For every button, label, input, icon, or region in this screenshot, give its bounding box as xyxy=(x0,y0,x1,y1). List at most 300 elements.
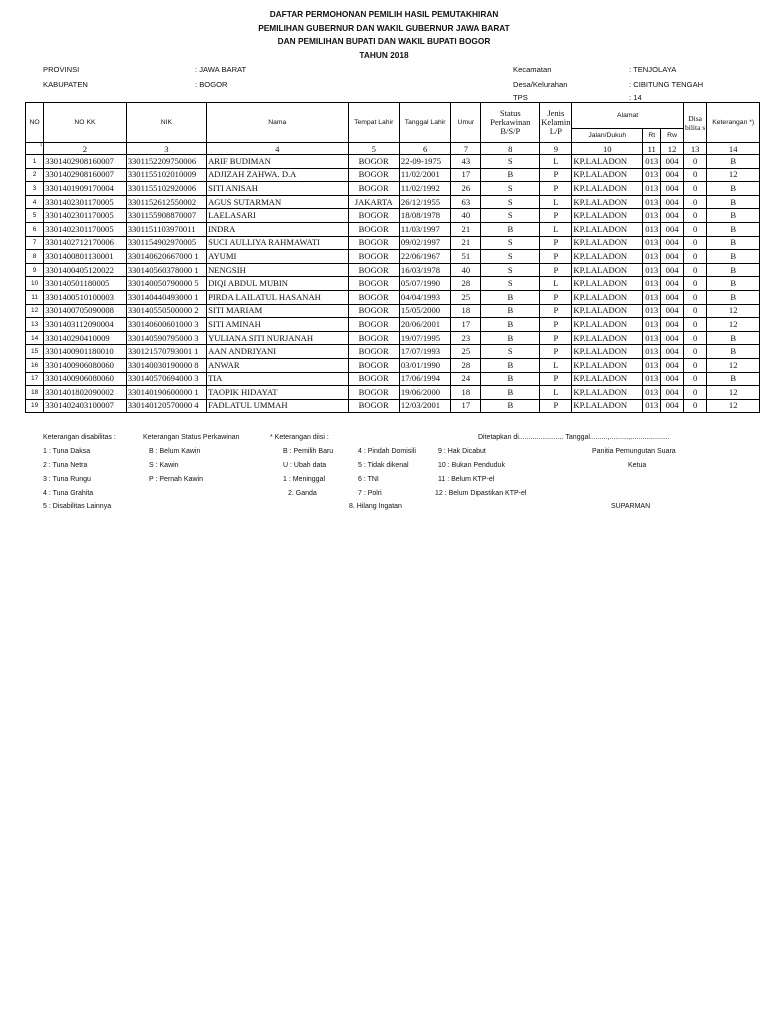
cell-rt: 013 xyxy=(643,277,661,291)
cell-status-perkawinan: S xyxy=(481,195,540,209)
cell-rw: 004 xyxy=(661,209,684,223)
cell-jenis-kelamin: P xyxy=(540,290,572,304)
cell-tanggal-lahir: 19/07/1995 xyxy=(399,331,450,345)
kabupaten-label: KABUPATEN xyxy=(43,80,88,89)
header-rt: Rt xyxy=(643,129,661,143)
cell-tanggal-lahir: 22/06/1967 xyxy=(399,250,450,264)
cell-tempat-lahir: BOGOR xyxy=(348,372,399,386)
cell-nik: 3301152612550002 xyxy=(126,195,206,209)
cell-no-kk: 330140501180005 xyxy=(44,277,127,291)
cell-rw: 004 xyxy=(661,345,684,359)
cell-keterangan: 12 xyxy=(707,399,760,413)
cell-keterangan: B xyxy=(707,345,760,359)
title-line-2: PEMILIHAN GUBERNUR DAN WAKIL GUBERNUR JAWA BARAT xyxy=(258,22,510,33)
cell-jenis-kelamin: L xyxy=(540,358,572,372)
cell-status-perkawinan: S xyxy=(481,155,540,169)
cell-status-perkawinan: B xyxy=(481,290,540,304)
legend-k-7: 7 : Polri xyxy=(358,490,382,497)
cell-nik: 330140030190000 8 xyxy=(126,358,206,372)
header-tanggal-lahir: Tanggal Lahir xyxy=(399,103,450,143)
column-number: 6 xyxy=(399,143,450,155)
cell-nama: TIA xyxy=(207,372,348,386)
cell-jalan: KP.LALADON xyxy=(572,277,643,291)
cell-rt: 013 xyxy=(643,290,661,304)
table-row xyxy=(26,318,760,332)
cell-row-no: 3 xyxy=(26,182,44,196)
cell-disabilitas: 0 xyxy=(683,386,707,400)
cell-jenis-kelamin: P xyxy=(540,318,572,332)
cell-jalan: KP.LALADON xyxy=(572,236,643,250)
cell-no-kk: 3301400510100003 xyxy=(44,290,127,304)
cell-keterangan: 12 xyxy=(707,358,760,372)
cell-keterangan: B xyxy=(707,263,760,277)
cell-keterangan: B xyxy=(707,331,760,345)
cell-row-no: 11 xyxy=(26,290,44,304)
cell-rt: 013 xyxy=(643,358,661,372)
cell-tempat-lahir: BOGOR xyxy=(348,358,399,372)
cell-jenis-kelamin: P xyxy=(540,304,572,318)
cell-umur: 24 xyxy=(451,372,481,386)
cell-nama: AAN ANDRIYANI xyxy=(207,345,348,359)
cell-rw: 004 xyxy=(661,318,684,332)
cell-row-no: 15 xyxy=(26,345,44,359)
cell-nik: 330140440493000 1 xyxy=(126,290,206,304)
cell-row-no: 17 xyxy=(26,372,44,386)
column-number: 10 xyxy=(572,143,643,155)
cell-tanggal-lahir: 16/03/1978 xyxy=(399,263,450,277)
cell-rt: 013 xyxy=(643,386,661,400)
column-number-row xyxy=(26,143,760,155)
cell-nama: ARIF BUDIMAN xyxy=(207,155,348,169)
cell-umur: 21 xyxy=(451,222,481,236)
cell-jenis-kelamin: L xyxy=(540,277,572,291)
cell-umur: 18 xyxy=(451,304,481,318)
legend-k-10: 10 : Bukan Penduduk xyxy=(438,462,505,469)
cell-tempat-lahir: BOGOR xyxy=(348,386,399,400)
cell-disabilitas: 0 xyxy=(683,318,707,332)
cell-keterangan: B xyxy=(707,372,760,386)
ditetapkan-line: Ditetapkan di....................... Tanggal.........,..........,.................... xyxy=(478,434,670,441)
cell-rt: 013 xyxy=(643,399,661,413)
cell-rw: 004 xyxy=(661,236,684,250)
cell-rw: 004 xyxy=(661,168,684,182)
cell-keterangan: 12 xyxy=(707,318,760,332)
cell-nik: 330140600601000 3 xyxy=(126,318,206,332)
cell-row-no: 1 xyxy=(26,155,44,169)
cell-jalan: KP.LALADON xyxy=(572,358,643,372)
cell-nama: INDRA xyxy=(207,222,348,236)
table-row xyxy=(26,263,760,277)
cell-rt: 013 xyxy=(643,155,661,169)
legend-k-u: U : Ubah data xyxy=(283,462,327,469)
cell-row-no: 5 xyxy=(26,209,44,223)
cell-nama: AGUS SUTARMAN xyxy=(207,195,348,209)
cell-status-perkawinan: S xyxy=(481,277,540,291)
column-number: 7 xyxy=(451,143,481,155)
cell-jenis-kelamin: P xyxy=(540,168,572,182)
cell-keterangan: B xyxy=(707,250,760,264)
panitia-label: Panitia Pemungutan Suara xyxy=(592,448,676,455)
legend-status-title: Keterangan Status Perkawinan xyxy=(143,434,240,441)
cell-status-perkawinan: S xyxy=(481,182,540,196)
cell-jenis-kelamin: P xyxy=(540,209,572,223)
cell-rw: 004 xyxy=(661,372,684,386)
cell-umur: 25 xyxy=(451,345,481,359)
header-no: NO xyxy=(26,103,44,143)
cell-rt: 013 xyxy=(643,372,661,386)
cell-nik: 3301154902970005 xyxy=(126,236,206,250)
cell-no-kk: 3301400801130001 xyxy=(44,250,127,264)
cell-rw: 004 xyxy=(661,277,684,291)
cell-status-perkawinan: S xyxy=(481,345,540,359)
cell-keterangan: B xyxy=(707,195,760,209)
cell-tanggal-lahir: 11/02/2001 xyxy=(399,168,450,182)
cell-jalan: KP.LALADON xyxy=(572,195,643,209)
legend-k-b: B : Pemilih Baru xyxy=(283,448,334,455)
cell-umur: 25 xyxy=(451,290,481,304)
cell-rw: 004 xyxy=(661,399,684,413)
cell-nama: NENGSIH xyxy=(207,263,348,277)
cell-jenis-kelamin: P xyxy=(540,372,572,386)
cell-disabilitas: 0 xyxy=(683,331,707,345)
column-number: 9 xyxy=(540,143,572,155)
cell-jalan: KP.LALADON xyxy=(572,399,643,413)
column-number: 4 xyxy=(207,143,348,155)
cell-nama: ADJIZAH ZAHWA. D.A xyxy=(207,168,348,182)
cell-keterangan: 12 xyxy=(707,168,760,182)
cell-row-no: 8 xyxy=(26,250,44,264)
cell-rt: 013 xyxy=(643,318,661,332)
cell-rt: 013 xyxy=(643,222,661,236)
cell-tempat-lahir: BOGOR xyxy=(348,263,399,277)
table-row xyxy=(26,209,760,223)
cell-rt: 013 xyxy=(643,263,661,277)
cell-disabilitas: 0 xyxy=(683,168,707,182)
cell-rw: 004 xyxy=(661,331,684,345)
cell-jalan: KP.LALADON xyxy=(572,263,643,277)
cell-nama: SITI AMINAH xyxy=(207,318,348,332)
table-row xyxy=(26,155,760,169)
desa-value: : CIBITUNG TENGAH xyxy=(629,80,704,89)
cell-no-kk: 3301400705090008 xyxy=(44,304,127,318)
cell-nama: TAOPIK HIDAYAT xyxy=(207,386,348,400)
cell-umur: 23 xyxy=(451,331,481,345)
cell-nama: YULIANA SITI NURJANAH xyxy=(207,331,348,345)
legend-ket-title: * Keterangan diisi : xyxy=(270,434,329,441)
cell-nik: 330140560378000 1 xyxy=(126,263,206,277)
header-jenis-kelamin: Jenis Kelamin L/P xyxy=(540,103,572,143)
header-alamat: Alamat xyxy=(572,103,683,129)
ketua-label: Ketua xyxy=(628,462,647,469)
cell-rt: 013 xyxy=(643,236,661,250)
cell-jalan: KP.LALADON xyxy=(572,168,643,182)
desa-label: Desa/Kelurahan xyxy=(513,80,568,89)
header-umur: Umur xyxy=(451,103,481,143)
table-row xyxy=(26,386,760,400)
cell-jenis-kelamin: L xyxy=(540,195,572,209)
legend-d4: 4 : Tuna Grahita xyxy=(43,490,94,497)
cell-tanggal-lahir: 17/07/1993 xyxy=(399,345,450,359)
cell-no-kk: 3301402301170005 xyxy=(44,209,127,223)
cell-status-perkawinan: S xyxy=(481,209,540,223)
table-row xyxy=(26,290,760,304)
cell-rw: 004 xyxy=(661,263,684,277)
cell-jalan: KP.LALADON xyxy=(572,155,643,169)
table-row xyxy=(26,182,760,196)
cell-row-no: 6 xyxy=(26,222,44,236)
cell-status-perkawinan: B xyxy=(481,222,540,236)
cell-status-perkawinan: B xyxy=(481,399,540,413)
cell-nama: PIRDA LAILATUL HASANAH xyxy=(207,290,348,304)
cell-rw: 004 xyxy=(661,250,684,264)
table-row xyxy=(26,222,760,236)
cell-keterangan: B xyxy=(707,209,760,223)
cell-disabilitas: 0 xyxy=(683,182,707,196)
cell-tanggal-lahir: 05/07/1990 xyxy=(399,277,450,291)
cell-jenis-kelamin: P xyxy=(540,236,572,250)
cell-row-no: 12 xyxy=(26,304,44,318)
legend-d5: 5 : Disabilitas Lainnya xyxy=(43,503,112,510)
cell-disabilitas: 0 xyxy=(683,304,707,318)
cell-nama: AYUMI xyxy=(207,250,348,264)
cell-keterangan: B xyxy=(707,290,760,304)
cell-disabilitas: 0 xyxy=(683,399,707,413)
cell-keterangan: B xyxy=(707,236,760,250)
cell-rt: 013 xyxy=(643,331,661,345)
cell-keterangan: B xyxy=(707,182,760,196)
cell-rw: 004 xyxy=(661,195,684,209)
table-row xyxy=(26,236,760,250)
cell-nik: 3301155908870007 xyxy=(126,209,206,223)
cell-jalan: KP.LALADON xyxy=(572,290,643,304)
cell-tanggal-lahir: 20/06/2001 xyxy=(399,318,450,332)
legend-s3: P : Pernah Kawin xyxy=(149,476,203,483)
cell-jalan: KP.LALADON xyxy=(572,318,643,332)
column-number: 5 xyxy=(348,143,399,155)
cell-disabilitas: 0 xyxy=(683,372,707,386)
table-row xyxy=(26,168,760,182)
cell-no-kk: 3301402301170005 xyxy=(44,195,127,209)
cell-disabilitas: 0 xyxy=(683,222,707,236)
column-number: 1 xyxy=(26,143,44,155)
cell-rt: 013 xyxy=(643,345,661,359)
cell-status-perkawinan: B xyxy=(481,372,540,386)
cell-nama: LAELASARI xyxy=(207,209,348,223)
legend-d1: 1 : Tuna Daksa xyxy=(43,448,91,455)
cell-tempat-lahir: BOGOR xyxy=(348,290,399,304)
cell-jalan: KP.LALADON xyxy=(572,331,643,345)
legend-k-8: 8. Hilang Ingatan xyxy=(349,503,402,510)
cell-tanggal-lahir: 11/03/1997 xyxy=(399,222,450,236)
cell-umur: 18 xyxy=(451,386,481,400)
cell-nik: 3301152209750006 xyxy=(126,155,206,169)
cell-jalan: KP.LALADON xyxy=(572,222,643,236)
cell-jenis-kelamin: P xyxy=(540,331,572,345)
cell-tanggal-lahir: 15/05/2000 xyxy=(399,304,450,318)
cell-tempat-lahir: BOGOR xyxy=(348,399,399,413)
cell-rw: 004 xyxy=(661,358,684,372)
column-number: 3 xyxy=(126,143,206,155)
title-line-1: DAFTAR PERMOHONAN PEMILIH HASIL PEMUTAKHIRAN xyxy=(269,9,499,19)
cell-jenis-kelamin: L xyxy=(540,386,572,400)
cell-no-kk: 3301401802090002 xyxy=(44,386,127,400)
cell-no-kk: 3301400906080060 xyxy=(44,372,127,386)
cell-disabilitas: 0 xyxy=(683,209,707,223)
cell-disabilitas: 0 xyxy=(683,345,707,359)
cell-tanggal-lahir: 12/03/2001 xyxy=(399,399,450,413)
cell-tempat-lahir: BOGOR xyxy=(348,222,399,236)
cell-rt: 013 xyxy=(643,195,661,209)
cell-disabilitas: 0 xyxy=(683,195,707,209)
cell-no-kk: 3301400405120022 xyxy=(44,263,127,277)
cell-no-kk: 3301400906080060 xyxy=(44,358,127,372)
cell-tanggal-lahir: 17/06/1994 xyxy=(399,372,450,386)
table-row xyxy=(26,358,760,372)
voter-table xyxy=(25,102,760,413)
cell-jalan: KP.LALADON xyxy=(572,304,643,318)
provinsi-value: : JAWA BARAT xyxy=(195,65,247,74)
cell-no-kk: 3301403112090004 xyxy=(44,318,127,332)
cell-no-kk: 3301402301170005 xyxy=(44,222,127,236)
legend-k-12: 12 : Belum Dipastikan KTP-el xyxy=(435,490,527,497)
kabupaten-value: : BOGOR xyxy=(195,80,228,89)
cell-tanggal-lahir: 03/01/1990 xyxy=(399,358,450,372)
cell-nik: 3301155102920006 xyxy=(126,182,206,196)
cell-jenis-kelamin: L xyxy=(540,222,572,236)
cell-rt: 013 xyxy=(643,209,661,223)
signatory-name: SUPARMAN xyxy=(611,503,651,510)
cell-tempat-lahir: JAKARTA xyxy=(348,195,399,209)
cell-nik: 330140190600000 1 xyxy=(126,386,206,400)
cell-nama: ANWAR xyxy=(207,358,348,372)
cell-tanggal-lahir: 09/02/1997 xyxy=(399,236,450,250)
cell-rt: 013 xyxy=(643,182,661,196)
cell-umur: 40 xyxy=(451,209,481,223)
header-jalan: Jalan/Dukuh xyxy=(572,129,643,143)
cell-umur: 43 xyxy=(451,155,481,169)
cell-nik: 330140550500000 2 xyxy=(126,304,206,318)
title-line-4: TAHUN 2018 xyxy=(359,49,409,60)
cell-rw: 004 xyxy=(661,222,684,236)
cell-nama: SITI ANISAH xyxy=(207,182,348,196)
header-disabilitas: Disa bilita s xyxy=(683,103,707,143)
cell-umur: 63 xyxy=(451,195,481,209)
cell-disabilitas: 0 xyxy=(683,290,707,304)
cell-nik: 330140050790000 5 xyxy=(126,277,206,291)
cell-nama: FADLATUL UMMAH xyxy=(207,399,348,413)
table-row xyxy=(26,304,760,318)
cell-umur: 28 xyxy=(451,358,481,372)
table-body xyxy=(26,143,760,413)
column-number: 13 xyxy=(683,143,707,155)
cell-disabilitas: 0 xyxy=(683,263,707,277)
cell-row-no: 16 xyxy=(26,358,44,372)
table-row xyxy=(26,195,760,209)
cell-umur: 51 xyxy=(451,250,481,264)
tps-label: TPS xyxy=(513,93,528,102)
legend-k-1: 1 : Meninggal xyxy=(283,476,326,483)
cell-rw: 004 xyxy=(661,386,684,400)
cell-tempat-lahir: BOGOR xyxy=(348,304,399,318)
cell-nik: 330140120570000 4 xyxy=(126,399,206,413)
cell-rt: 013 xyxy=(643,168,661,182)
cell-nik: 330140570694000 3 xyxy=(126,372,206,386)
kecamatan-value: : TENJOLAYA xyxy=(629,65,677,74)
cell-no-kk: 3301402712170006 xyxy=(44,236,127,250)
cell-umur: 17 xyxy=(451,318,481,332)
legend-k-4: 4 : Pindah Domisili xyxy=(358,448,416,455)
cell-disabilitas: 0 xyxy=(683,358,707,372)
cell-tanggal-lahir: 04/04/1993 xyxy=(399,290,450,304)
legend-s1: B : Belum Kawin xyxy=(149,448,201,455)
cell-status-perkawinan: S xyxy=(481,236,540,250)
cell-row-no: 7 xyxy=(26,236,44,250)
cell-rw: 004 xyxy=(661,290,684,304)
provinsi-label: PROVINSI xyxy=(43,65,80,74)
cell-jenis-kelamin: P xyxy=(540,399,572,413)
cell-keterangan: B xyxy=(707,222,760,236)
legend-d2: 2 : Tuna Netra xyxy=(43,462,88,469)
header-nama: Nama xyxy=(207,103,348,143)
cell-jenis-kelamin: P xyxy=(540,182,572,196)
cell-no-kk: 3301402403100007 xyxy=(44,399,127,413)
cell-status-perkawinan: S xyxy=(481,263,540,277)
cell-jenis-kelamin: P xyxy=(540,345,572,359)
legend-s2: S : Kawin xyxy=(149,462,179,469)
column-number: 12 xyxy=(661,143,684,155)
cell-status-perkawinan: B xyxy=(481,318,540,332)
cell-status-perkawinan: B xyxy=(481,304,540,318)
cell-no-kk: 3301402908160007 xyxy=(44,155,127,169)
cell-tanggal-lahir: 19/06/2000 xyxy=(399,386,450,400)
cell-jenis-kelamin: L xyxy=(540,155,572,169)
cell-rw: 004 xyxy=(661,182,684,196)
kecamatan-label: Kecamatan xyxy=(513,65,552,74)
cell-tempat-lahir: BOGOR xyxy=(348,168,399,182)
header-nik: NIK xyxy=(126,103,206,143)
column-number: 8 xyxy=(481,143,540,155)
cell-disabilitas: 0 xyxy=(683,277,707,291)
header-status: Status Perkawinan B/S/P xyxy=(481,103,540,143)
cell-jenis-kelamin: P xyxy=(540,250,572,264)
cell-row-no: 10 xyxy=(26,277,44,291)
header-keterangan: Keterangan *) xyxy=(707,103,760,143)
cell-row-no: 13 xyxy=(26,318,44,332)
cell-tanggal-lahir: 18/08/1978 xyxy=(399,209,450,223)
cell-tempat-lahir: BOGOR xyxy=(348,345,399,359)
header-nokk: NO KK xyxy=(44,103,127,143)
cell-tempat-lahir: BOGOR xyxy=(348,318,399,332)
legend-k-9: 9 : Hak Dicabut xyxy=(438,448,486,455)
table-row xyxy=(26,250,760,264)
cell-tempat-lahir: BOGOR xyxy=(348,209,399,223)
cell-nama: DIQI ABDUL MUBIN xyxy=(207,277,348,291)
cell-keterangan: 12 xyxy=(707,304,760,318)
cell-rw: 004 xyxy=(661,304,684,318)
cell-umur: 28 xyxy=(451,277,481,291)
cell-row-no: 14 xyxy=(26,331,44,345)
cell-row-no: 19 xyxy=(26,399,44,413)
cell-jalan: KP.LALADON xyxy=(572,386,643,400)
cell-keterangan: 12 xyxy=(707,386,760,400)
title-line-3: DAN PEMILIHAN BUPATI DAN WAKIL BUPATI BOGOR xyxy=(277,36,491,47)
cell-umur: 26 xyxy=(451,182,481,196)
cell-disabilitas: 0 xyxy=(683,155,707,169)
cell-status-perkawinan: B xyxy=(481,386,540,400)
cell-status-perkawinan: B xyxy=(481,168,540,182)
cell-rt: 013 xyxy=(643,250,661,264)
tps-value: : 14 xyxy=(629,93,642,102)
